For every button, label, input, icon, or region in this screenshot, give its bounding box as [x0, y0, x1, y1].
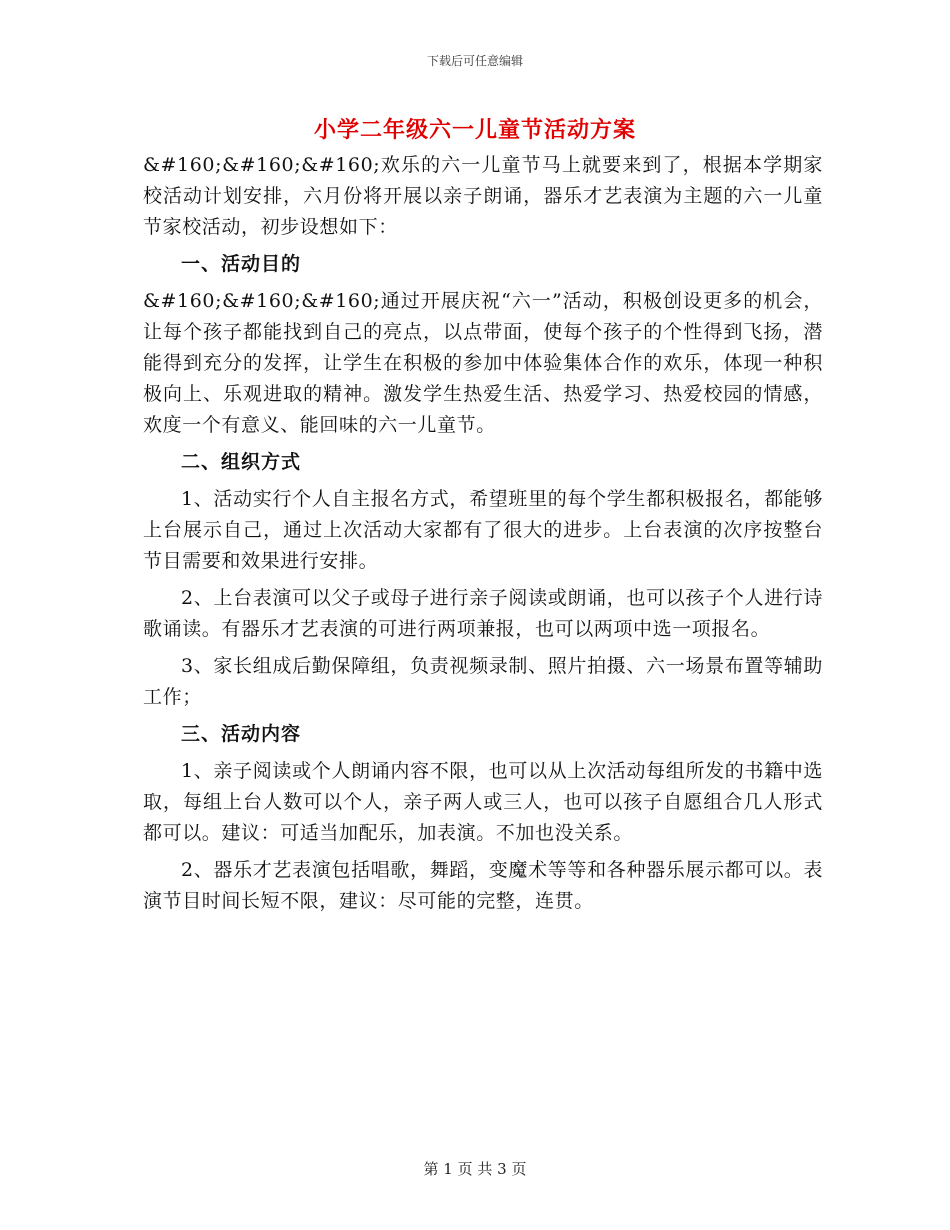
header-note: 下载后可任意编辑 — [426, 54, 523, 68]
section-heading-purpose: 一、活动目的 — [181, 253, 302, 275]
section-heading-organization: 二、组织方式 — [181, 451, 302, 473]
document-body — [143, 150, 823, 923]
content-paragraph-1: 1、亲子阅读或个人朗诵内容不限，也可以从上次活动每组所发的书籍中选取，每组上台人数可以个人，亲子两人或三人，也可以孩子自愿组合几人形式都可以。建议：可适当加配乐，加表演。不加也没关系。 — [143, 760, 823, 844]
intro-paragraph: &#160;&#160;&#160;欢乐的六一儿童节马上就要来到了，根据本学期家校活动计划安排，六月份将开展以亲子朗诵，器乐才艺表演为主题的六一儿童节家校活动，初步设想如下： — [143, 154, 823, 238]
organization-paragraph-3: 3、家长组成后勤保障组，负责视频录制、照片拍摄、六一场景布置等辅助工作； — [143, 655, 823, 708]
document-title: 小学二年级六一儿童节活动方案 — [313, 117, 636, 143]
page-number: 第 1 页 共 3 页 — [423, 1160, 527, 1178]
section-heading-content: 三、活动内容 — [181, 723, 302, 745]
organization-paragraph-2: 2、上台表演可以父子或母子进行亲子阅读或朗诵，也可以孩子个人进行诗歌诵读。有器乐才艺表演的可进行两项兼报，也可以两项中选一项报名。 — [143, 587, 823, 640]
content-paragraph-2: 2、器乐才艺表演包括唱歌，舞蹈，变魔术等等和各种器乐展示都可以。表演节目时间长短不限，建议：尽可能的完整，连贯。 — [143, 859, 823, 912]
purpose-paragraph: &#160;&#160;&#160;通过开展庆祝“六一”活动，积极创设更多的机会，让每个孩子都能找到自己的亮点，以点带面，使每个孩子的个性得到飞扬，潜能得到充分的发挥，让学生在积极的参加中体验集体合作的欢乐，体现一种积极向上、乐观进取的精神。激发学生热爱生活、热爱学习、热爱校园的情感，欢度一个有意义、能回味的六一儿童节。 — [143, 290, 823, 436]
organization-paragraph-1: 1、活动实行个人自主报名方式，希望班里的每个学生都积极报名，都能够上台展示自己，通过上次活动大家都有了很大的进步。上台表演的次序按整台节目需要和效果进行安排。 — [143, 488, 823, 572]
